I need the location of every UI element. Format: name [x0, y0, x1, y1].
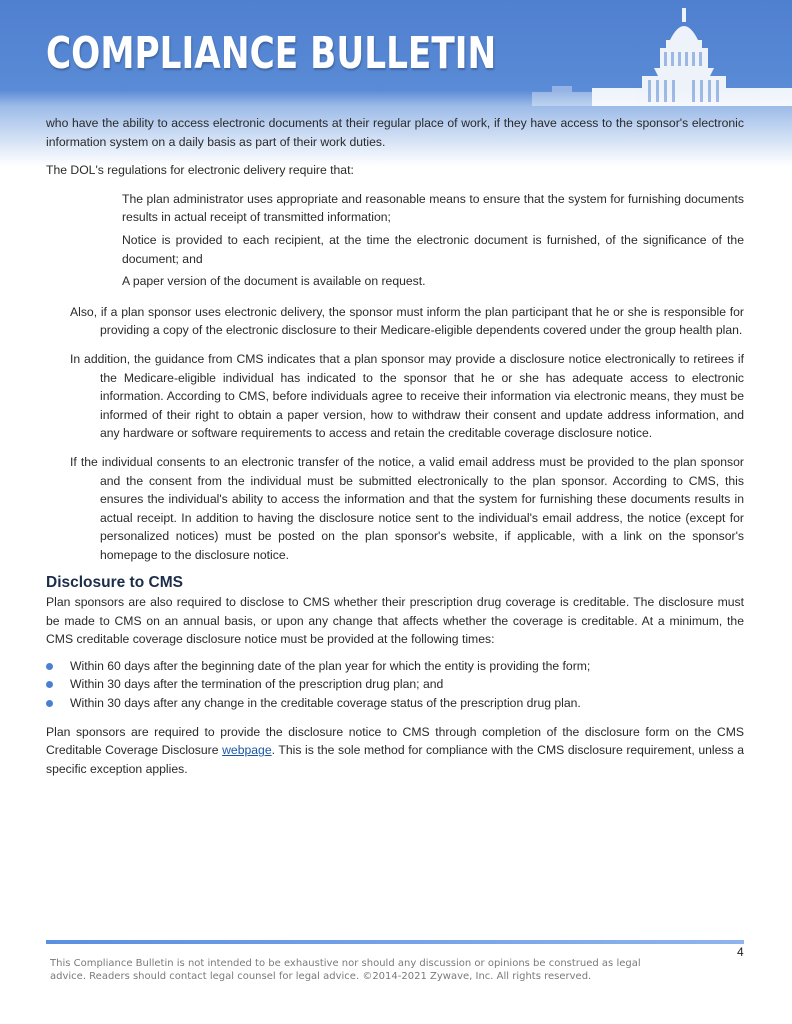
- dol-intro: The DOL's regulations for electronic delivery require that:: [46, 163, 354, 178]
- dol-requirement: A paper version of the document is available on request.: [122, 274, 426, 289]
- bullet-list: [46, 657, 744, 713]
- cms-webpage-link[interactable]: webpage: [222, 743, 272, 758]
- page-title: COMPLIANCE BULLETIN: [46, 28, 497, 79]
- bullet-dot-icon: [46, 700, 53, 707]
- dol-requirement: The plan administrator uses appropriate and reasonable means to ensure that the system for furnishing documents results in actual receipt of transmitted information;: [122, 191, 744, 225]
- paragraph-consent: If the individual consents to an electronic transfer of the notice, a valid email address must be provided to the plan sponsor and the consent from the individual must be submitted electronically to the plan sponsor. According to CMS, this ensures the individual's ability to access the information and that the system for furnishing these documents results in actual receipt. In addition to having the disclosure notice sent to the individual's email address, the notice (except for personalized notices) must be posted on the plan sponsor's website, if applicable, with a link on the sponsor's homepage to the disclosure notice.: [70, 454, 744, 562]
- dol-requirements-list: [122, 190, 744, 291]
- intro-continuation: who have the ability to access electronic documents at their regular place of work, if they have access to the sponsor's electronic information system on a daily basis as part of their work duties.: [46, 116, 744, 149]
- list-item-text: Within 30 days after any change in the creditable coverage status of the prescription drug plan.: [70, 696, 581, 711]
- footer-divider: [46, 940, 744, 944]
- paragraph-addition: In addition, the guidance from CMS indicates that a plan sponsor may provide a disclosure notice electronically to retirees if the Medicare-eligible individual has indicated to the sponsor that he or she has adequate access to electronic information. According to CMS, before individuals agree to receive their information via electronic means, they must be informed of their right to obtain a paper version, how to withdraw their consent and update address information, and any hardware or software requirements to access and retain the creditable coverage disclosure notice.: [70, 351, 744, 441]
- list-item-text: Within 60 days after the beginning date of the plan year for which the entity is providing the form;: [70, 658, 591, 673]
- dol-requirement: Notice is provided to each recipient, at the time the electronic document is furnished, of the significance of the document; and: [122, 232, 744, 266]
- bullet-dot-icon: [46, 663, 53, 670]
- capitol-building-icon: [532, 0, 792, 112]
- paragraph-also: Also, if a plan sponsor uses electronic delivery, the sponsor must inform the plan participant that he or she is responsible for providing a copy of the electronic disclosure to their Medicare-eligible dependents covered under the group health plan.: [70, 304, 744, 338]
- list-item: [46, 694, 744, 713]
- list-item: [46, 657, 744, 676]
- bullet-dot-icon: [46, 681, 53, 688]
- closing-text: Plan sponsors are required to provide the disclosure notice to CMS through completion of the disclosure form on the CMS Creditable Coverage Disclosure: [46, 724, 744, 758]
- section-intro: Plan sponsors are also required to disclose to CMS whether their prescription drug coverage is creditable. The disclosure must be made to CMS on an annual basis, or upon any change that affects whether the coverage is creditable. At a minimum, the CMS creditable coverage disclosure notice must be provided at the following times:: [46, 595, 744, 647]
- footer-disclaimer: This Compliance Bulletin is not intended to be exhaustive nor should any discussion or opinions be construed as legal advice. Readers should contact legal counsel for legal advice. ©2014-2021 Zywave, Inc. All rights reserved.: [50, 958, 641, 982]
- list-item: [46, 675, 744, 694]
- document-body: [46, 114, 744, 778]
- list-item-text: Within 30 days after the termination of the prescription drug plan; and: [70, 677, 444, 692]
- closing-text-end: . This is the sole method for compliance with the CMS disclosure requirement, unless a specific exception applies.: [46, 743, 744, 776]
- page-number: 4: [737, 945, 744, 959]
- section-heading: Disclosure to CMS: [46, 574, 183, 592]
- closing-paragraph: [46, 723, 744, 779]
